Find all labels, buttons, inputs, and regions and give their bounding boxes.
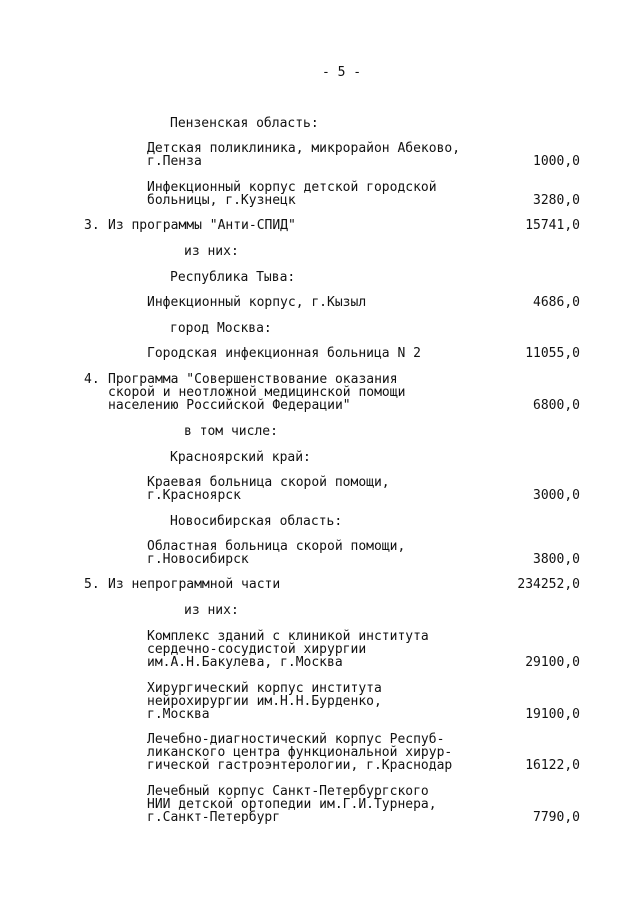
item-description: Хирургический корпус института нейрохирургии им.Н.Н.Бурденко, г.Москва: [147, 681, 382, 722]
subheading: из них:: [184, 244, 239, 259]
item-amount: 3280,0: [533, 193, 580, 208]
item-description: Комплекс зданий с клиникой института сердечно-сосудистой хирургии им.А.Н.Бакулева, г.Москва: [147, 629, 429, 670]
section-number: 4.: [84, 372, 100, 387]
subheading: из них:: [184, 603, 239, 618]
item-description: Областная больница скорой помощи, г.Новосибирск: [147, 539, 406, 567]
item-amount: 3000,0: [533, 488, 580, 503]
section-number: 3.: [84, 218, 100, 233]
item-description: Лечебно-диагностический корпус Респуб- ликанского центра функциональной хирур- гической гастроэнтерологии, г.Краснодар: [147, 732, 453, 773]
item-description: Детская поликлиника, микрорайон Абеково, г.Пенза: [147, 141, 461, 169]
item-amount: 3800,0: [533, 552, 580, 567]
item-description: Лечебный корпус Санкт-Петербургского НИИ детской ортопедии им.Г.И.Турнера, г.Санкт-Петербург: [147, 784, 437, 825]
region-heading: Красноярский край:: [170, 450, 311, 465]
region-heading: Пензенская область:: [170, 116, 319, 131]
section-amount: 234252,0: [517, 577, 580, 592]
region-heading: Республика Тыва:: [170, 270, 296, 285]
region-heading: город Москва:: [170, 321, 272, 336]
section-number: 5.: [84, 577, 100, 592]
page-number: - 5 -: [322, 65, 362, 80]
item-description: Краевая больница скорой помощи, г.Красноярск: [147, 475, 390, 503]
item-description: Инфекционный корпус, г.Кызыл: [147, 295, 367, 310]
item-amount: 1000,0: [533, 154, 580, 169]
region-heading: Новосибирская область:: [170, 514, 343, 529]
section-title: Из непрограммной части: [108, 577, 281, 592]
section-amount: 6800,0: [533, 398, 580, 413]
item-description: Городская инфекционная больница N 2: [147, 346, 421, 361]
item-amount: 4686,0: [533, 295, 580, 310]
item-amount: 19100,0: [525, 707, 580, 722]
item-amount: 11055,0: [525, 346, 580, 361]
subheading: в том числе:: [184, 424, 278, 439]
item-amount: 7790,0: [533, 810, 580, 825]
item-amount: 29100,0: [525, 655, 580, 670]
section-amount: 15741,0: [525, 218, 580, 233]
item-amount: 16122,0: [525, 758, 580, 773]
item-description: Инфекционный корпус детской городской больницы, г.Кузнецк: [147, 180, 437, 208]
section-title: Программа "Совершенствование оказания скорой и неотложной медицинской помощи населению Российской Федерации": [108, 372, 406, 413]
section-title: Из программы "Анти-СПИД": [108, 218, 296, 233]
